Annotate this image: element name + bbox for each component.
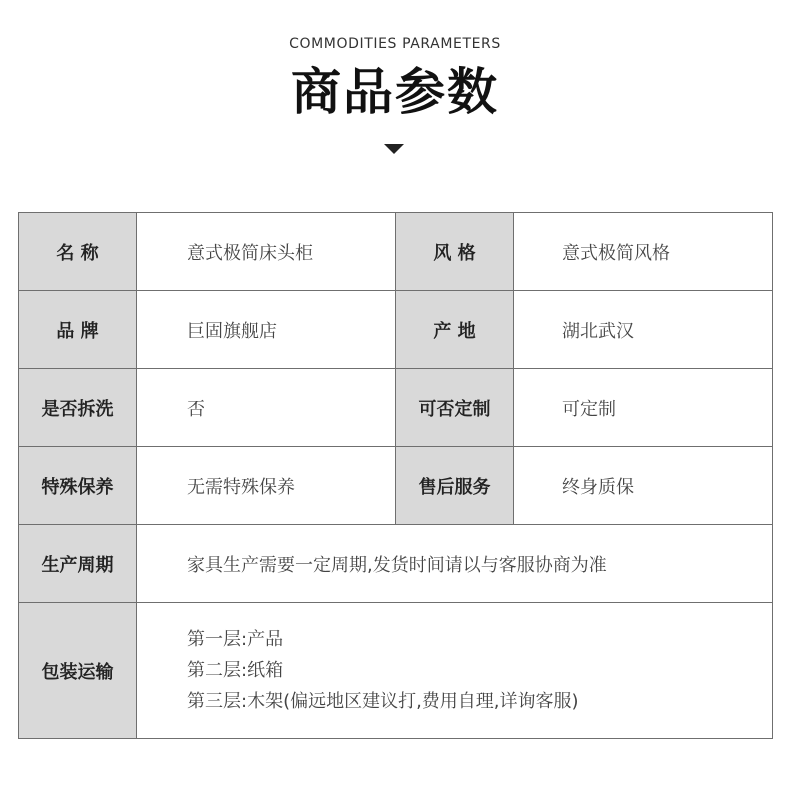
param-label: 产 地: [396, 291, 514, 369]
packaging-line: 第一层:产品: [187, 629, 284, 650]
param-label: 风 格: [396, 213, 514, 291]
page-subtitle: COMMODITIES PARAMETERS: [289, 36, 501, 52]
packaging-label: 包装运输: [19, 603, 137, 739]
chevron-down-icon: [384, 144, 404, 154]
production-value: 家具生产需要一定周期,发货时间请以与客服协商为准: [137, 525, 773, 603]
param-label: 品 牌: [19, 291, 137, 369]
param-label: 可否定制: [396, 369, 514, 447]
table-row: [19, 213, 773, 291]
table-row-production: [19, 525, 773, 603]
param-label: 是否拆洗: [19, 369, 137, 447]
table-row: [19, 369, 773, 447]
param-value: 意式极简床头柜: [137, 213, 396, 291]
param-value: 否: [137, 369, 396, 447]
param-value: 湖北武汉: [514, 291, 773, 369]
page-title: 商品参数: [291, 63, 499, 121]
table-row: [19, 291, 773, 369]
packaging-line: 第二层:纸箱: [187, 660, 284, 681]
packaging-value: [137, 603, 773, 739]
table-row-packaging: [19, 603, 773, 739]
parameters-table: [18, 212, 773, 739]
param-value: 意式极简风格: [514, 213, 773, 291]
param-value: 终身质保: [514, 447, 773, 525]
param-value: 巨固旗舰店: [137, 291, 396, 369]
param-label: 名 称: [19, 213, 137, 291]
table-row: [19, 447, 773, 525]
param-label: 售后服务: [396, 447, 514, 525]
packaging-line: 第三层:木架(偏远地区建议打,费用自理,详询客服): [187, 691, 579, 712]
param-label: 特殊保养: [19, 447, 137, 525]
param-value: 可定制: [514, 369, 773, 447]
production-label: 生产周期: [19, 525, 137, 603]
param-value: 无需特殊保养: [137, 447, 396, 525]
